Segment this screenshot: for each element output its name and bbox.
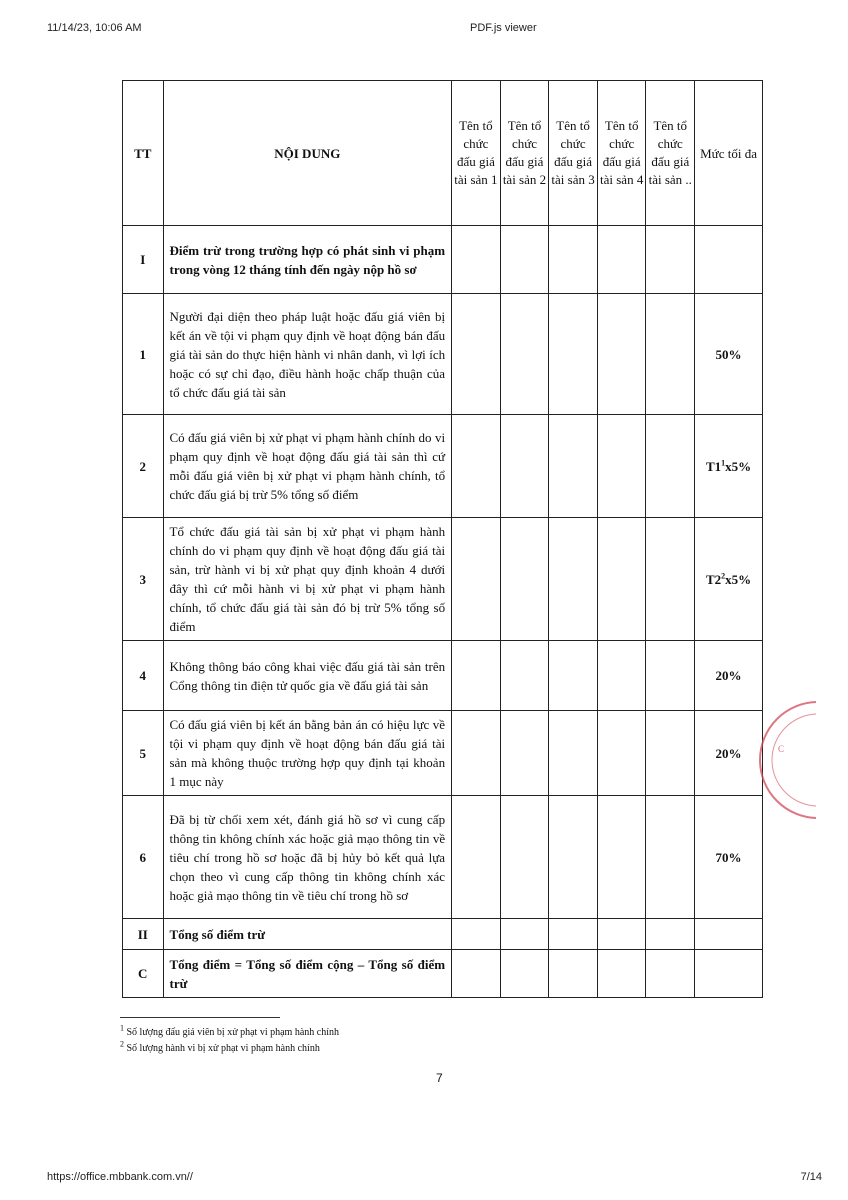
print-url: https://office.mbbank.com.vn// — [47, 1171, 193, 1183]
header-org-1: Tên tổ chức đấu giá tài sản 1 — [454, 118, 498, 187]
row-max — [695, 919, 763, 950]
row-tt: C — [123, 950, 164, 998]
print-datetime: 11/14/23, 10:06 AM — [47, 22, 142, 34]
row-content: Người đại diện theo pháp luật hoặc đấu giá viên bị kết án về tội vi phạm quy định về hoạt động bán đấu giá tài sản do thực hiện hành vi nhân danh, vì lợi ích hoặc có sự chỉ đạo, điều hành hoặc chấp thuận của tổ chức đấu giá tài sản — [169, 308, 446, 400]
header-max: Mức tối đa — [695, 81, 763, 226]
page-counter: 7/14 — [800, 1171, 822, 1183]
row-content: Có đấu giá viên bị xử phạt vi phạm hành chính do vi phạm quy định về hoạt động đấu giá tài sản thì cứ mỗi đấu giá viên bị xử phạt vi phạm hành chính, tổ chức đấu giá bị trừ 5% tổng số điểm — [169, 430, 446, 502]
header-org-4: Tên tổ chức đấu giá tài sản 4 — [600, 118, 644, 187]
row-max: 20% — [695, 711, 763, 796]
table-row — [123, 226, 763, 294]
table-header-row — [123, 81, 763, 226]
table-row — [123, 518, 763, 641]
row-content: Có đấu giá viên bị kết án bằng bản án có hiệu lực về tội vi phạm quy định về hoạt động bán đấu giá tài sản mà không thuộc trường hợp quy định tại khoản 1 mục này — [169, 717, 446, 789]
header-org-2: Tên tổ chức đấu giá tài sản 2 — [502, 118, 547, 187]
row-content: Tổng số điểm trừ — [169, 926, 266, 942]
row-max — [695, 950, 763, 998]
row-tt: II — [123, 919, 164, 950]
row-content: Tổng điểm = Tổng số điểm cộng – Tổng số điểm trừ — [169, 956, 446, 991]
header-org-5: Tên tổ chức đấu giá tài sản .. — [648, 118, 692, 187]
evaluation-table — [122, 80, 763, 998]
row-tt: 4 — [123, 641, 164, 711]
row-content: Điểm trừ trong trường hợp có phát sinh vi phạm trong vòng 12 tháng tính đến ngày nộp hồ sơ — [169, 242, 446, 277]
table-row — [123, 641, 763, 711]
row-tt: 5 — [123, 711, 164, 796]
row-tt: 3 — [123, 518, 164, 641]
table-row — [123, 711, 763, 796]
row-content: Không thông báo công khai việc đấu giá tài sản trên Cổng thông tin điện tử quốc gia về đấu giá tài sản — [169, 658, 446, 693]
browser-print-header — [0, 22, 848, 38]
header-content: NỘI DUNG — [163, 81, 452, 226]
footnote-1: $^1$ Số lượng đấu giá viên bị xử phạt vi phạm hành chính — [120, 1023, 339, 1038]
svg-text:C: C — [778, 744, 785, 754]
table-row — [123, 919, 763, 950]
row-content: Đã bị từ chối xem xét, đánh giá hồ sơ vì cung cấp thông tin không chính xác hoặc giả mạo thông tin về tiêu chí trong hồ sơ hoặc đã bị hủy bỏ kết quả lựa chọn theo vì cung cấp thông tin không chính xác hoặc giả mạo thông tin về tiêu chí trong hồ sơ — [169, 811, 446, 903]
row-max — [695, 226, 763, 294]
footnotes — [120, 1025, 339, 1057]
table-row — [123, 294, 763, 415]
row-max: $T2^2x5\%$ — [695, 518, 763, 641]
viewer-title: PDF.js viewer — [470, 22, 537, 34]
row-max: 70% — [695, 796, 763, 919]
header-org-3: Tên tổ chức đấu giá tài sản 3 — [551, 118, 595, 187]
table-row — [123, 796, 763, 919]
row-tt: 2 — [123, 415, 164, 518]
browser-print-footer — [0, 1171, 848, 1187]
row-tt: 6 — [123, 796, 164, 919]
table-row — [123, 950, 763, 998]
row-tt: I — [123, 226, 164, 294]
header-tt: TT — [123, 81, 164, 226]
row-max: 50% — [695, 294, 763, 415]
bank-seal-stamp — [756, 690, 816, 830]
page-number: 7 — [436, 1071, 443, 1085]
footnote-divider — [120, 1017, 280, 1018]
row-max: 20% — [695, 641, 763, 711]
row-content: Tổ chức đấu giá tài sản bị xử phạt vi phạm hành chính do vi phạm quy định về hoạt động đấu giá tài sản, trừ hành vi bị xử phạt quy định khoản 4 dưới đây thì cứ mỗi hành vi bị xử phạt vi phạm hành chính, tổ chức đấu giá tài sản đó bị trừ 5% tổng số điểm — [169, 524, 446, 634]
footnote-2: $^2$ Số lượng hành vi bị xử phạt vi phạm hành chính — [120, 1039, 320, 1054]
row-tt: 1 — [123, 294, 164, 415]
table-row — [123, 415, 763, 518]
row-max: $T1^1x5\%$ — [695, 415, 763, 518]
